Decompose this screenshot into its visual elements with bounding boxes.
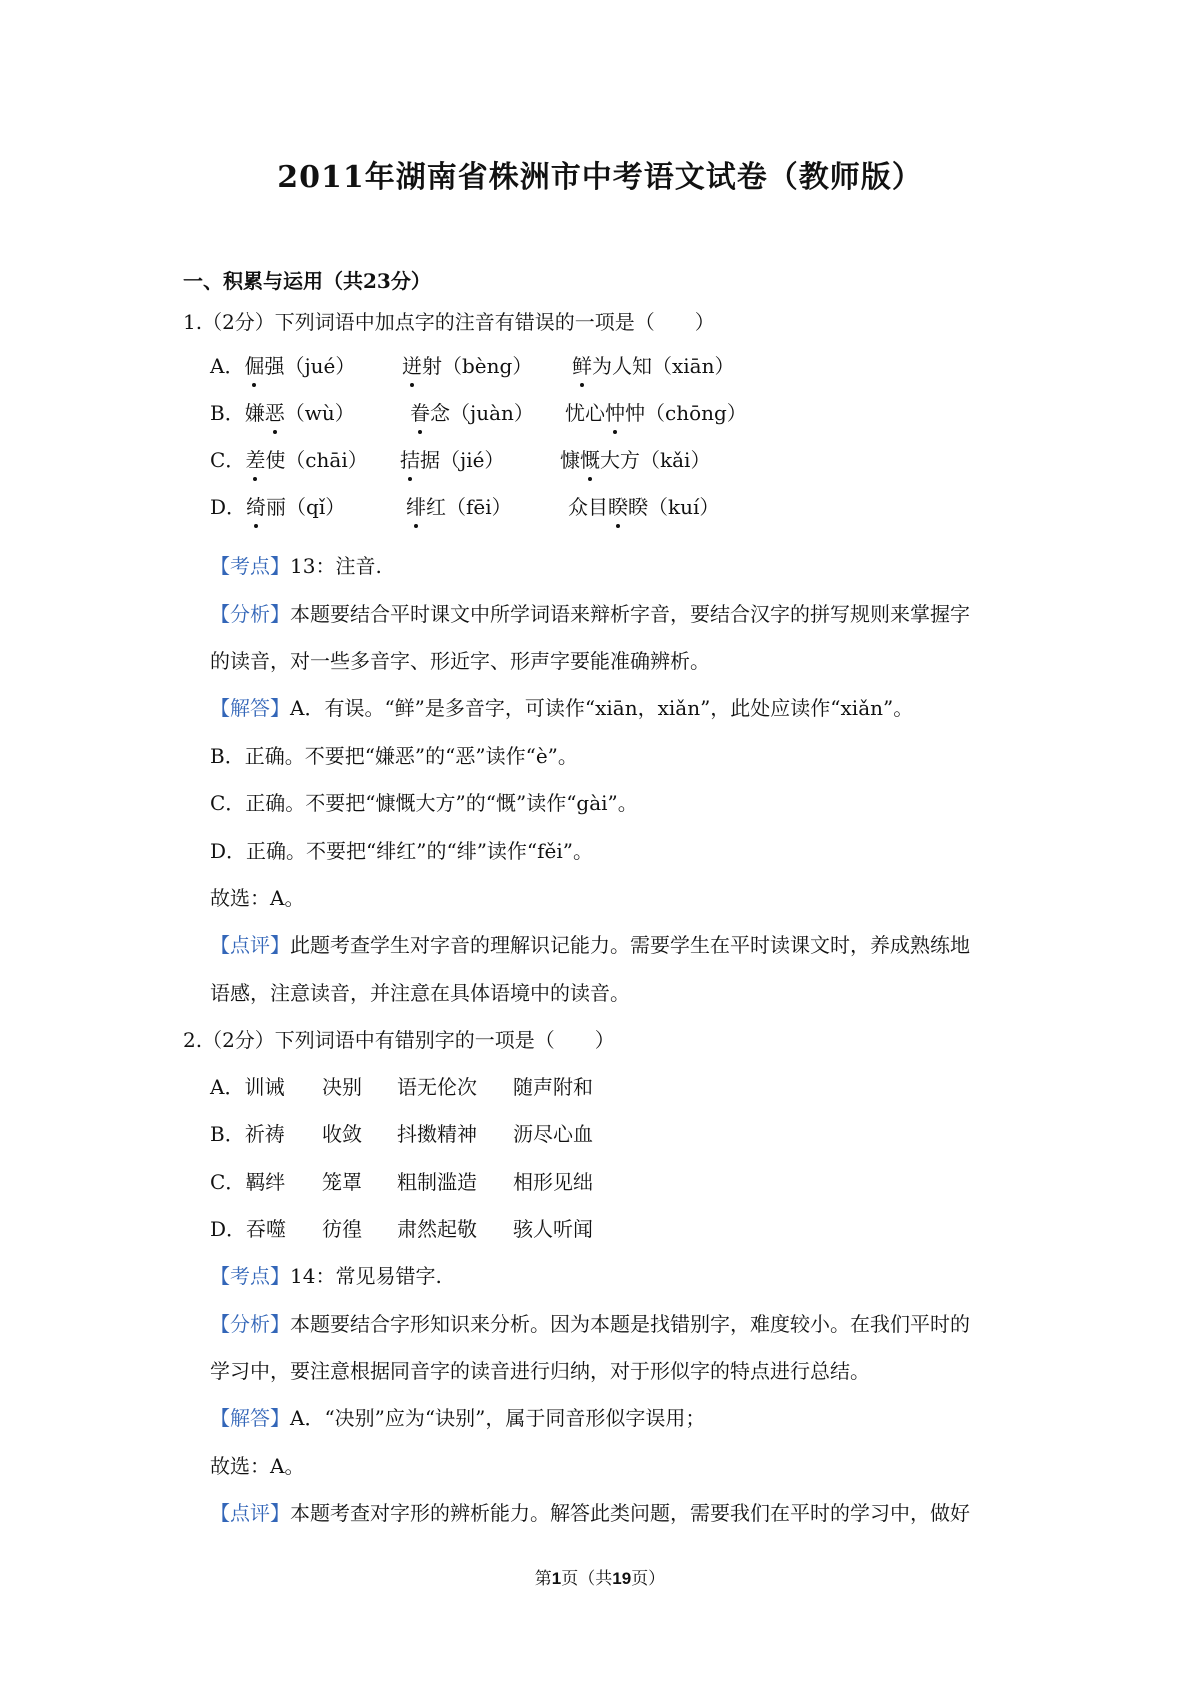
option-word: 训诫 xyxy=(244,1075,285,1099)
q2-answer: 故选：A。 xyxy=(210,1454,305,1478)
word-part: 慷 xyxy=(560,448,580,472)
fenxi-tag: 【分析】 xyxy=(210,602,290,626)
fenxi-text: 本题要结合平时课文中所学词语来辩析字音，要结合汉字的拼写规则来掌握字 xyxy=(290,602,970,626)
option-letter: A． xyxy=(210,1075,245,1099)
q1-jieda-line3: C．正确。不要把“慷慨大方”的“慨”读作“gài”。 xyxy=(210,791,638,815)
option-word: 彷徨 xyxy=(322,1217,362,1241)
dianping-tag: 【点评】 xyxy=(210,933,290,957)
option-word: 抖擞精神 xyxy=(397,1122,477,1146)
option-word: 肃然起敬 xyxy=(397,1217,477,1241)
dotted-char: 绯 xyxy=(406,495,426,519)
word-part: 大方（kǎi） xyxy=(600,448,711,472)
dianping-tag: 【点评】 xyxy=(210,1501,290,1525)
q1-option-c xyxy=(210,446,711,474)
kaodian-text: 13：注音. xyxy=(290,554,382,578)
page-footer xyxy=(0,1564,1200,1589)
jieda-tag: 【解答】 xyxy=(210,696,290,720)
option-letter: A． xyxy=(210,354,245,378)
option-word: 骇人听闻 xyxy=(513,1217,593,1241)
dotted-char: 差 xyxy=(245,448,266,472)
dotted-char: 睽 xyxy=(608,495,628,519)
option-word: 笼罩 xyxy=(322,1170,362,1194)
option-word: 随声附和 xyxy=(513,1075,593,1099)
word-part: 忧心 xyxy=(565,401,605,425)
jieda-text: A．“决别”应为“诀别”，属于同音形似字误用； xyxy=(290,1406,706,1430)
jieda-text: A．有误。“鲜”是多音字，可读作“xiān，xiǎn”，此处应读作“xiǎn”。 xyxy=(290,696,914,720)
q1-answer: 故选：A。 xyxy=(210,886,305,910)
q2-kaodian xyxy=(210,1262,442,1290)
q2-option-b xyxy=(210,1120,593,1148)
word-part: 念（juàn） xyxy=(430,401,534,425)
q2-stem: 2.（2分）下列词语中有错别字的一项是（ ） xyxy=(183,1028,615,1052)
page-title: 2011年湖南省株洲市中考语文试卷（教师版） xyxy=(277,160,923,195)
footer-text: 第 xyxy=(534,1569,552,1589)
dotted-char: 鲜 xyxy=(572,354,592,378)
option-word: 羁绊 xyxy=(245,1170,286,1194)
option-word: 祈祷 xyxy=(244,1122,285,1146)
option-word: 相形见绌 xyxy=(513,1170,593,1194)
kaodian-tag: 【考点】 xyxy=(210,1264,290,1288)
kaodian-text: 14：常见易错字. xyxy=(290,1264,442,1288)
kaodian-tag: 【考点】 xyxy=(210,554,290,578)
word-part: 据（jié） xyxy=(420,448,505,472)
q2-fenxi-line1 xyxy=(210,1310,970,1338)
dotted-char: 绮 xyxy=(246,495,267,519)
option-letter: D． xyxy=(210,1217,247,1241)
q1-jieda-line2: B．正确。不要把“嫌恶”的“恶”读作“è”。 xyxy=(210,744,578,768)
option-letter: B． xyxy=(210,401,245,425)
footer-text: 页（共 xyxy=(561,1569,613,1589)
q2-option-d xyxy=(210,1215,593,1243)
page-number: 1 xyxy=(551,1569,562,1588)
q1-stem: 1.（2分）下列词语中加点字的注音有错误的一项是（ ） xyxy=(183,310,715,334)
q1-fenxi-line1 xyxy=(210,600,970,628)
word-part: 睽（kuí） xyxy=(628,495,720,519)
option-word: 沥尽心血 xyxy=(513,1122,593,1146)
dianping-text: 此题考查学生对字音的理解识记能力。需要学生在平时读课文时，养成熟练地 xyxy=(290,933,970,957)
page-total: 19 xyxy=(612,1569,632,1588)
q1-dianping-line2: 语感，注意读音，并注意在具体语境中的读音。 xyxy=(210,981,630,1005)
q2-dianping-line1 xyxy=(210,1499,970,1527)
option-letter: B． xyxy=(210,1122,245,1146)
word-part: 忡（chōng） xyxy=(625,401,747,425)
fenxi-tag: 【分析】 xyxy=(210,1312,290,1336)
dotted-char: 恶 xyxy=(264,401,285,425)
q1-option-d xyxy=(210,493,720,521)
dotted-char: 眷 xyxy=(410,401,430,425)
q1-fenxi-line2: 的读音，对一些多音字、形近字、形声字要能准确辨析。 xyxy=(210,649,710,673)
q1-kaodian xyxy=(210,552,382,580)
q1-jieda-line4: D．正确。不要把“绯红”的“绯”读作“fěi”。 xyxy=(210,839,594,863)
word-part: 为人知（xiān） xyxy=(592,354,735,378)
dotted-char: 倔 xyxy=(244,354,265,378)
dotted-char: 忡 xyxy=(605,401,625,425)
dotted-char: 慨 xyxy=(580,448,600,472)
option-letter: C． xyxy=(210,1170,246,1194)
option-letter: C． xyxy=(210,448,246,472)
section-heading: 一、积累与运用（共23分） xyxy=(183,269,431,293)
option-word: 粗制滥造 xyxy=(397,1170,477,1194)
dianping-text: 本题考查对字形的辨析能力。解答此类问题，需要我们在平时的学习中，做好 xyxy=(290,1501,970,1525)
option-word: 语无伦次 xyxy=(397,1075,477,1099)
option-word: 收敛 xyxy=(322,1122,362,1146)
jieda-tag: 【解答】 xyxy=(210,1406,290,1430)
option-word: 吞噬 xyxy=(246,1217,287,1241)
q2-fenxi-line2: 学习中，要注意根据同音字的读音进行归纳，对于形似字的特点进行总结。 xyxy=(210,1359,870,1383)
q1-option-b xyxy=(210,399,747,427)
word-part: 众目 xyxy=(568,495,608,519)
word-part: 丽（qǐ） xyxy=(266,495,346,519)
word-part: 强（jué） xyxy=(264,354,356,378)
dotted-char: 迸 xyxy=(402,354,422,378)
q1-option-a xyxy=(210,352,735,380)
option-word: 决别 xyxy=(322,1075,362,1099)
word-part: 射（bèng） xyxy=(422,354,533,378)
q1-dianping-line1 xyxy=(210,931,970,959)
q2-option-a xyxy=(210,1073,593,1101)
option-letter: D． xyxy=(210,495,247,519)
word-part: （wù） xyxy=(284,401,355,425)
footer-text: 页） xyxy=(631,1569,666,1589)
q1-jieda-line1 xyxy=(210,694,913,722)
dotted-char: 拮 xyxy=(400,448,420,472)
word-part: 红（fēi） xyxy=(426,495,512,519)
fenxi-text: 本题要结合字形知识来分析。因为本题是找错别字，难度较小。在我们平时的 xyxy=(290,1312,970,1336)
q2-option-c xyxy=(210,1168,593,1196)
word-part: 使（chāi） xyxy=(265,448,368,472)
word-part: 嫌 xyxy=(244,401,265,425)
q2-jieda-line1 xyxy=(210,1404,705,1432)
